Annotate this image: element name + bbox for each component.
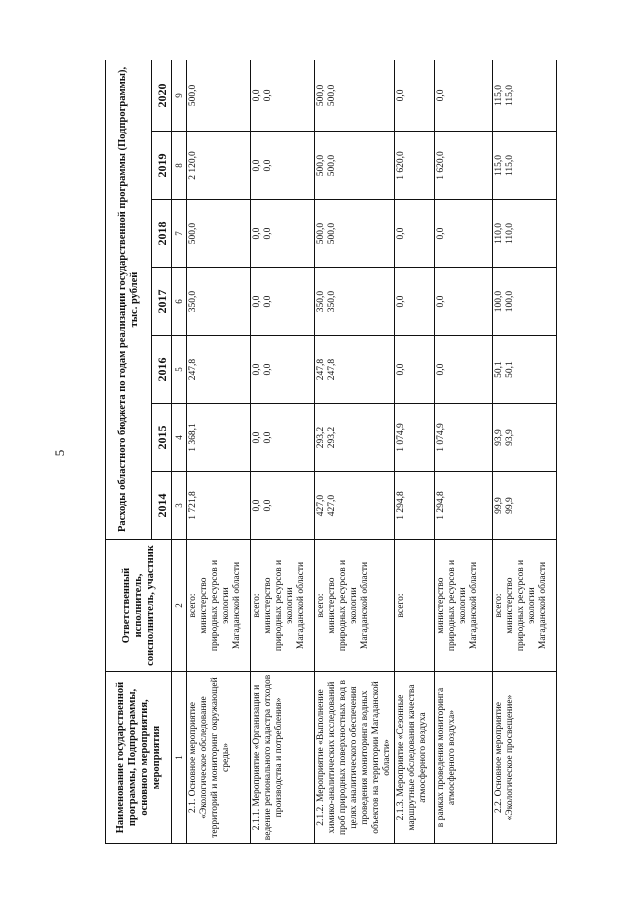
budget-value (493, 132, 557, 200)
budget-value (493, 336, 557, 404)
budget-value (251, 60, 315, 132)
activity-name: 2.2. Основное мероприятие «Экологическое просвещение» (493, 672, 557, 844)
budget-value (315, 132, 395, 200)
value-line: 0,0 (436, 227, 446, 240)
value-line: 0,0 (263, 227, 273, 240)
responsible-executor (435, 540, 493, 672)
value-line: 100,0 (494, 290, 504, 313)
responsible-executor (395, 540, 435, 672)
budget-value (435, 60, 493, 132)
value-line: 0,0 (252, 89, 262, 102)
budget-value (251, 200, 315, 268)
value-line: 1 620,0 (396, 151, 406, 180)
year-header: 2017 (152, 268, 172, 336)
rotated-table-area (105, 60, 565, 844)
budget-value (395, 200, 435, 268)
value-line: 427,0 (316, 494, 326, 517)
responsible-line: министерство (505, 577, 515, 634)
year-header: 2018 (152, 200, 172, 268)
value-line: 293,2 (327, 426, 337, 449)
header-responsible: Ответственный исполнитель, соисполнитель, участник (106, 540, 172, 672)
column-number: 7 (172, 200, 187, 268)
budget-table (105, 60, 557, 844)
budget-value (395, 472, 435, 540)
activity-name: 2.1.3. Мероприятие «Сезонные маршрутные обследования качества атмосферного воздуха (395, 672, 435, 844)
budget-value (395, 336, 435, 404)
responsible-line: экологии (349, 587, 359, 624)
budget-value (315, 200, 395, 268)
budget-value (315, 472, 395, 540)
value-line: 350,0 (316, 290, 326, 313)
value-line: 2 120,0 (188, 151, 198, 180)
value-line: 500,0 (316, 84, 326, 107)
budget-value (493, 200, 557, 268)
table-row (395, 60, 435, 844)
budget-value (435, 404, 493, 472)
value-line: 1 074,9 (436, 423, 446, 452)
budget-value (315, 404, 395, 472)
budget-value (493, 60, 557, 132)
responsible-executor (315, 540, 395, 672)
column-number: 2 (172, 540, 187, 672)
value-line: 350,0 (188, 290, 198, 313)
budget-value (435, 336, 493, 404)
value-line: 500,0 (316, 154, 326, 177)
value-line: 1 294,8 (436, 491, 446, 520)
responsible-line: Магаданской области (296, 561, 306, 650)
value-line: 0,0 (396, 363, 406, 376)
responsible-line: всего: (316, 593, 326, 618)
value-line: 427,0 (327, 494, 337, 517)
responsible-line: экологии (527, 587, 537, 624)
value-line: 293,2 (316, 426, 326, 449)
header-expenses: Расходы областного бюджета по годам реализации государственной программы (Подпрограммы), тыс. рублей (106, 60, 152, 540)
value-line: 247,8 (327, 358, 337, 381)
budget-value (187, 60, 251, 132)
responsible-line: природных ресурсов и (447, 559, 457, 652)
budget-value (187, 472, 251, 540)
column-number: 1 (172, 672, 187, 844)
responsible-line: всего: (252, 593, 262, 618)
budget-table-rotated (105, 60, 565, 844)
value-line: 0,0 (263, 89, 273, 102)
budget-value (315, 268, 395, 336)
value-line: 350,0 (327, 290, 337, 313)
value-line: 0,0 (396, 295, 406, 308)
responsible-line: экологии (285, 587, 295, 624)
value-line: 500,0 (327, 222, 337, 245)
responsible-line: экологии (221, 587, 231, 624)
value-line: 500,0 (327, 84, 337, 107)
value-line: 0,0 (396, 227, 406, 240)
budget-value (395, 132, 435, 200)
budget-value (435, 200, 493, 268)
value-line: 1 368,1 (188, 423, 198, 452)
budget-value (187, 268, 251, 336)
column-number: 8 (172, 132, 187, 200)
responsible-line: Магаданской области (538, 561, 548, 650)
budget-value (251, 268, 315, 336)
value-line: 0,0 (436, 89, 446, 102)
value-line: 99,9 (494, 497, 504, 514)
responsible-executor (187, 540, 251, 672)
value-line: 0,0 (252, 227, 262, 240)
value-line: 0,0 (263, 499, 273, 512)
budget-value (187, 200, 251, 268)
budget-value (493, 268, 557, 336)
budget-value (435, 268, 493, 336)
value-line: 93,9 (494, 429, 504, 446)
responsible-executor (493, 540, 557, 672)
value-line: 50,1 (505, 361, 515, 378)
value-line: 247,8 (188, 358, 198, 381)
value-line: 1 294,8 (396, 491, 406, 520)
value-line: 247,8 (316, 358, 326, 381)
responsible-line: министерство (436, 577, 446, 634)
budget-value (395, 268, 435, 336)
value-line: 0,0 (436, 295, 446, 308)
value-line: 0,0 (263, 295, 273, 308)
responsible-line: всего: (494, 593, 504, 618)
responsible-line: экологии (458, 587, 468, 624)
budget-value (315, 336, 395, 404)
budget-value (251, 336, 315, 404)
responsible-line: Магаданской области (360, 561, 370, 650)
budget-value (493, 404, 557, 472)
activity-name: 2.1. Основное мероприятие «Экологическое обследование территорий и мониторинг окружающей среды» (187, 672, 251, 844)
budget-value (187, 404, 251, 472)
column-number: 3 (172, 472, 187, 540)
responsible-line: природных ресурсов и (516, 559, 526, 652)
table-row (187, 60, 251, 844)
activity-name: 2.1.1. Мероприятие «Организация и ведение регионального кадастра отходов производства и потребления» (251, 672, 315, 844)
value-line: 115,0 (494, 84, 504, 106)
year-header: 2016 (152, 336, 172, 404)
value-line: 0,0 (263, 363, 273, 376)
column-number: 4 (172, 404, 187, 472)
column-number: 6 (172, 268, 187, 336)
budget-value (395, 404, 435, 472)
column-number: 5 (172, 336, 187, 404)
responsible-line: министерство (327, 577, 337, 634)
budget-value (435, 472, 493, 540)
value-line: 110,0 (494, 222, 504, 245)
table-row (493, 60, 557, 844)
value-line: 1 620,0 (436, 151, 446, 180)
budget-value (435, 132, 493, 200)
value-line: 115,0 (505, 84, 515, 106)
responsible-line: Магаданской области (232, 561, 242, 650)
responsible-executor (251, 540, 315, 672)
budget-value (315, 60, 395, 132)
value-line: 0,0 (263, 431, 273, 444)
responsible-line: министерство (199, 577, 209, 634)
value-line: 100,0 (505, 290, 515, 313)
year-header: 2015 (152, 404, 172, 472)
value-line: 0,0 (252, 159, 262, 172)
value-line: 99,9 (505, 497, 515, 514)
value-line: 115,0 (505, 154, 515, 177)
responsible-line: всего: (396, 593, 406, 618)
value-line: 0,0 (436, 363, 446, 376)
budget-value (187, 336, 251, 404)
table-row (315, 60, 395, 844)
value-line: 500,0 (188, 84, 198, 107)
responsible-line: министерство (263, 577, 273, 634)
budget-value (395, 60, 435, 132)
value-line: 0,0 (252, 295, 262, 308)
responsible-line: Магаданской области (469, 561, 479, 650)
budget-value (251, 472, 315, 540)
value-line: 1 721,8 (188, 491, 198, 520)
value-line: 0,0 (252, 431, 262, 444)
year-header: 2014 (152, 472, 172, 540)
value-line: 110,0 (505, 222, 515, 245)
table-row (435, 60, 493, 844)
value-line: 115,0 (494, 154, 504, 177)
responsible-line: всего: (188, 593, 198, 618)
value-line: 0,0 (263, 159, 273, 172)
value-line: 0,0 (252, 363, 262, 376)
responsible-line: природных ресурсов и (210, 559, 220, 652)
value-line: 0,0 (252, 499, 262, 512)
budget-value (251, 132, 315, 200)
responsible-line: природных ресурсов и (274, 559, 284, 652)
value-line: 500,0 (327, 154, 337, 177)
value-line: 50,1 (494, 361, 504, 378)
activity-name: 2.1.2. Мероприятие «Выполнение химико-аналитических исследований проб природных поверхностных вод в целях аналитического обеспечения проведения мониторинга водных объектов на территории Магаданской области» (315, 672, 395, 844)
column-number: 9 (172, 60, 187, 132)
budget-value (493, 472, 557, 540)
responsible-line: природных ресурсов и (338, 559, 348, 652)
year-header: 2019 (152, 132, 172, 200)
value-line: 1 074,9 (396, 423, 406, 452)
value-line: 0,0 (396, 89, 406, 102)
page-number: 5 (52, 449, 67, 457)
year-header: 2020 (152, 60, 172, 132)
table-row (251, 60, 315, 844)
header-name: Наименование государственной программы, Подпрограммы, основного мероприятия, мероприятия (106, 672, 172, 844)
value-line: 500,0 (316, 222, 326, 245)
value-line: 500,0 (188, 222, 198, 245)
budget-value (187, 132, 251, 200)
value-line: 93,9 (505, 429, 515, 446)
activity-name: в рамках проведения мониторинга атмосферного воздуха» (435, 672, 493, 844)
budget-value (251, 404, 315, 472)
